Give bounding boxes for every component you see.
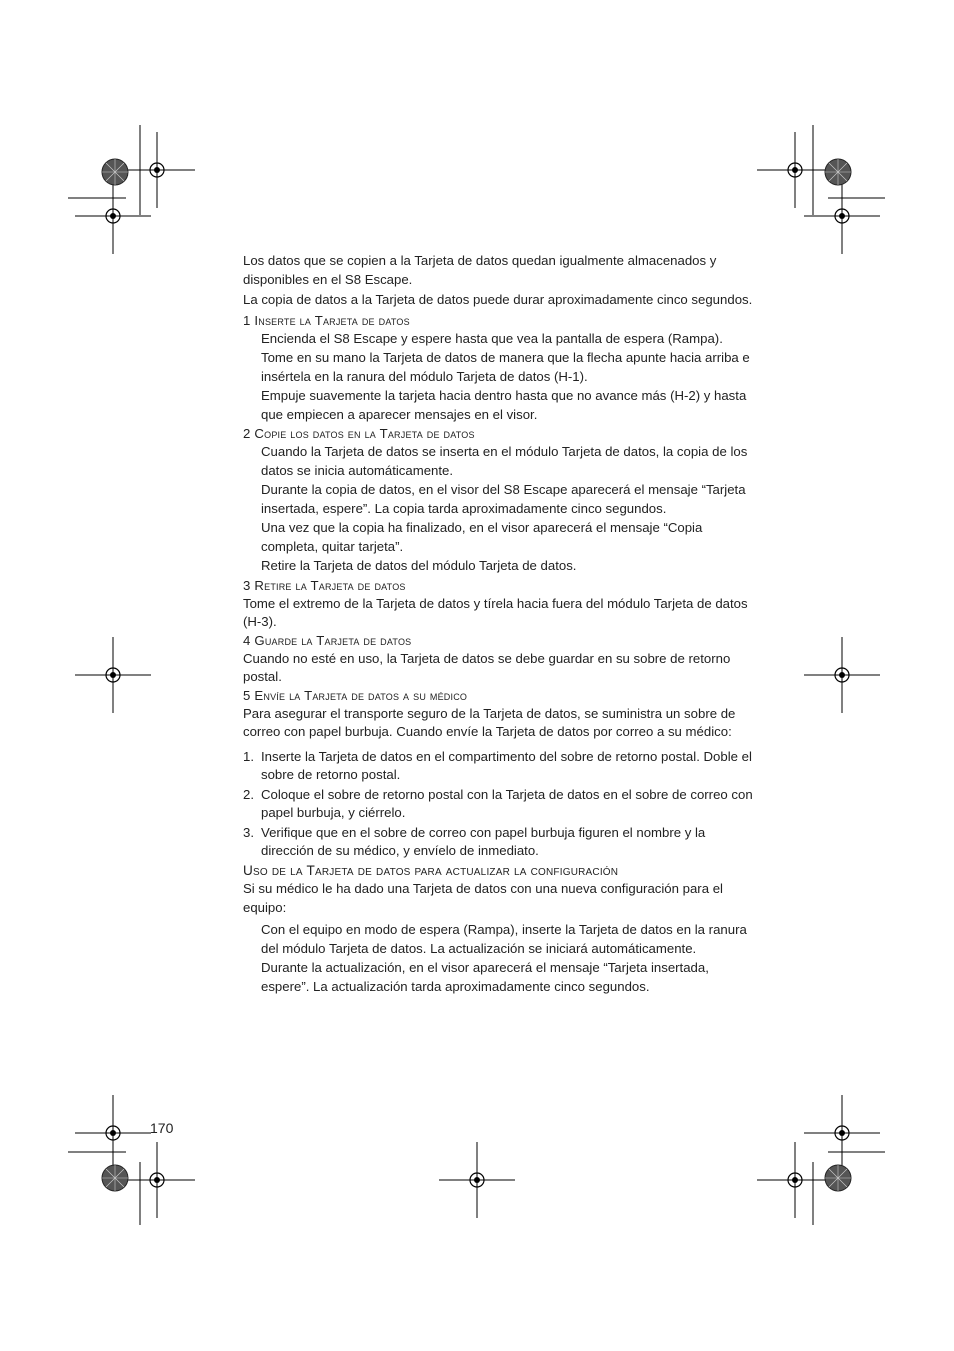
list-item	[243, 824, 758, 861]
section-paragraph: Una vez que la copia ha finalizado, en el visor aparecerá el mensaje “Copia completa, quitar tarjeta”.	[261, 520, 703, 554]
section-store	[243, 632, 758, 687]
registration-mark-middle-right	[804, 637, 880, 713]
section-remove	[243, 577, 758, 632]
intro-paragraph-1: Los datos que se copien a la Tarjeta de datos quedan igualmente almacenados y disponibles en el S8 Escape.	[243, 253, 717, 287]
section-paragraph: Retire la Tarjeta de datos del módulo Tarjeta de datos.	[261, 558, 577, 573]
page-body	[243, 252, 758, 997]
step-number: 1.	[243, 748, 254, 764]
section-update	[243, 862, 758, 997]
section-heading: 3 Retire la Tarjeta de datos	[243, 577, 406, 593]
star-target-top-left	[102, 159, 128, 185]
section-paragraph: Empuje suavemente la tarjeta hacia dentro hasta que no avance más (H-2) y hasta que empiecen a aparecer mensajes en el visor.	[261, 388, 747, 422]
list-item	[243, 748, 758, 785]
registration-mark-top-left	[119, 132, 195, 208]
registration-mark-top-right	[757, 132, 833, 208]
section-paragraph: Tome en su mano la Tarjeta de datos de manera que la flecha apunte hacia arriba e insértela en la ranura del módulo Tarjeta de datos (H-1).	[261, 350, 750, 384]
section-paragraph: Tome el extremo de la Tarjeta de datos y tírela hacia fuera del módulo Tarjeta de datos (H-3).	[243, 595, 748, 629]
section-paragraph: Durante la copia de datos, en el visor del S8 Escape aparecerá el mensaje “Tarjeta insertada, espere”. La copia tarda aproximadamente cinco segundos.	[261, 482, 746, 516]
numbered-steps	[243, 748, 758, 861]
step-text: Coloque el sobre de retorno postal con la Tarjeta de datos en el sobre de correo con papel burbuja, y ciérrelo.	[261, 786, 753, 820]
update-paragraph: Con el equipo en modo de espera (Rampa), inserte la Tarjeta de datos en la ranura del módulo Tarjeta de datos. La actualización se iniciará automáticamente.	[261, 922, 747, 956]
registration-mark-bottom-right-lower	[757, 1142, 833, 1218]
registration-mark-middle-left	[75, 637, 151, 713]
step-number: 2.	[243, 786, 254, 802]
section-heading: 2 Copie los datos en la Tarjeta de datos	[243, 426, 475, 441]
update-paragraph: Durante la actualización, en el visor aparecerá el mensaje “Tarjeta insertada, espere”. La actualización tarda aproximadamente cinco segundos.	[261, 960, 709, 994]
registration-mark-bottom-center	[439, 1142, 515, 1218]
registration-mark-bottom-left	[75, 1095, 151, 1171]
registration-mark-bottom-right	[804, 1095, 880, 1171]
section-paragraph: Cuando la Tarjeta de datos se inserta en el módulo Tarjeta de datos, la copia de los datos se inicia automáticamente.	[261, 444, 748, 478]
page-number: 170	[150, 1120, 174, 1136]
step-text: Inserte la Tarjeta de datos en el compartimento del sobre de retorno postal. Doble el sobre de retorno postal.	[261, 748, 752, 782]
star-target-bottom-left	[102, 1165, 128, 1191]
section-heading: 5 Envíe la Tarjeta de datos a su médico	[243, 687, 468, 703]
update-intro: Si su médico le ha dado una Tarjeta de datos con una nueva configuración para el equipo:	[243, 881, 723, 915]
step-number: 3.	[243, 824, 254, 840]
section-insert	[243, 312, 758, 425]
update-heading: Uso de la Tarjeta de datos para actualizar la configuración	[243, 862, 619, 878]
section-paragraph: Cuando no esté en uso, la Tarjeta de datos se debe guardar en su sobre de retorno postal.	[243, 650, 731, 684]
list-item	[243, 786, 758, 823]
section-paragraph: Para asegurar el transporte seguro de la Tarjeta de datos, se suministra un sobre de correo con papel burbuja. Cuando envíe la Tarjeta de datos por correo a su médico:	[243, 705, 736, 739]
intro-paragraph-2: La copia de datos a la Tarjeta de datos puede durar aproximadamente cinco segundos.	[243, 292, 753, 307]
step-text: Verifique que en el sobre de correo con papel burbuja figuren el nombre y la dirección de su médico, y envíelo de inmediato.	[261, 824, 706, 858]
section-heading: 4 Guarde la Tarjeta de datos	[243, 632, 412, 648]
section-heading: 1 Inserte la Tarjeta de datos	[243, 312, 410, 328]
section-copy	[243, 425, 758, 576]
star-target-top-right	[825, 159, 851, 185]
section-send	[243, 687, 758, 861]
registration-mark-bottom-left-lower	[119, 1142, 195, 1218]
registration-mark-top-right-lower	[804, 178, 880, 254]
star-target-bottom-right	[825, 1165, 851, 1191]
section-paragraph: Encienda el S8 Escape y espere hasta que vea la pantalla de espera (Rampa).	[261, 330, 723, 346]
